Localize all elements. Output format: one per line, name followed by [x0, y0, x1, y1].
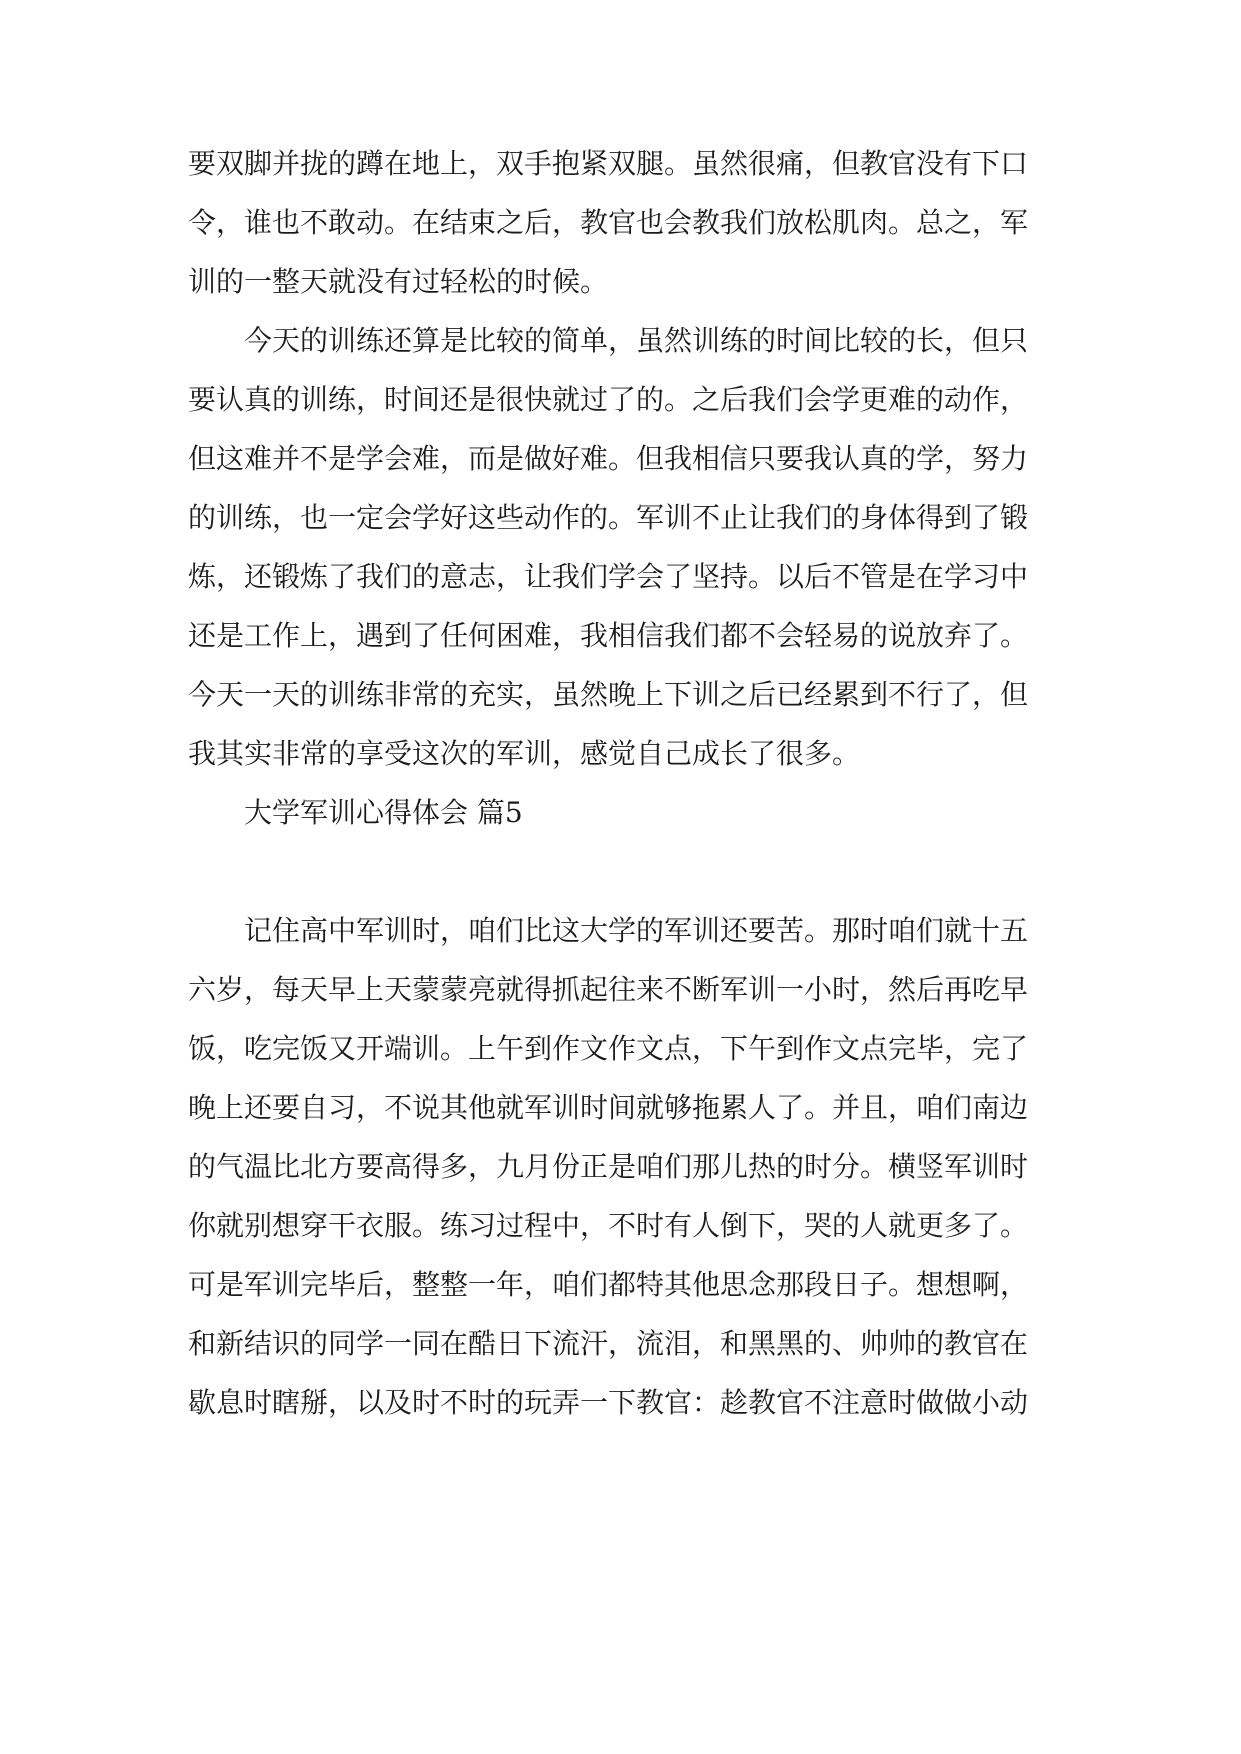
- text-line: 你就别想穿干衣服。练习过程中，不时有人倒下，哭的人就更多了。: [188, 1209, 1029, 1242]
- text-line: 六岁，每天早上天蒙蒙亮就得抓起往来不断军训一小时，然后再吃早: [188, 973, 1029, 1006]
- text-line: 要认真的训练，时间还是很快就过了的。之后我们会学更难的动作，: [188, 383, 1029, 416]
- text-line: 的气温比北方要高得多，九月份正是咱们那儿热的时分。横竖军训时: [188, 1150, 1029, 1183]
- text-line: 歇息时瞎掰，以及时不时的玩弄一下教官：趁教官不注意时做做小动: [188, 1386, 1029, 1419]
- text-line: 还是工作上，遇到了任何困难，我相信我们都不会轻易的说放弃了。: [188, 619, 1029, 652]
- text-line: 但这难并不是学会难，而是做好难。但我相信只要我认真的学，努力: [188, 442, 1029, 475]
- text-line: 今天一天的训练非常的充实，虽然晚上下训之后已经累到不行了，但: [188, 678, 1029, 711]
- text-line: 可是军训完毕后，整整一年，咱们都特其他思念那段日子。想想啊，: [188, 1268, 1029, 1301]
- section-heading: 大学军训心得体会 篇5: [244, 796, 523, 829]
- paragraph-first-line: 记住高中军训时，咱们比这大学的军训还要苦。那时咱们就十五: [244, 914, 1029, 947]
- text-line: 的训练，也一定会学好这些动作的。军训不止让我们的身体得到了锻: [188, 501, 1029, 534]
- text-line: 我其实非常的享受这次的军训，感觉自己成长了很多。: [188, 737, 861, 770]
- text-line: 令，谁也不敢动。在结束之后，教官也会教我们放松肌肉。总之，军: [188, 206, 1029, 239]
- text-line: 炼，还锻炼了我们的意志，让我们学会了坚持。以后不管是在学习中: [188, 560, 1029, 593]
- text-line: 和新结识的同学一同在酷日下流汗，流泪，和黑黑的、帅帅的教官在: [188, 1327, 1029, 1360]
- text-line: 饭，吃完饭又开端训。上午到作文作文点，下午到作文点完毕，完了: [188, 1032, 1029, 1065]
- text-line: 训的一整天就没有过轻松的时候。: [188, 265, 609, 298]
- text-line: 晚上还要自习，不说其他就军训时间就够拖累人了。并且，咱们南边: [188, 1091, 1029, 1124]
- paragraph-first-line: 今天的训练还算是比较的简单，虽然训练的时间比较的长，但只: [244, 324, 1029, 357]
- text-line: 要双脚并拢的蹲在地上，双手抱紧双腿。虽然很痛，但教官没有下口: [188, 147, 1029, 180]
